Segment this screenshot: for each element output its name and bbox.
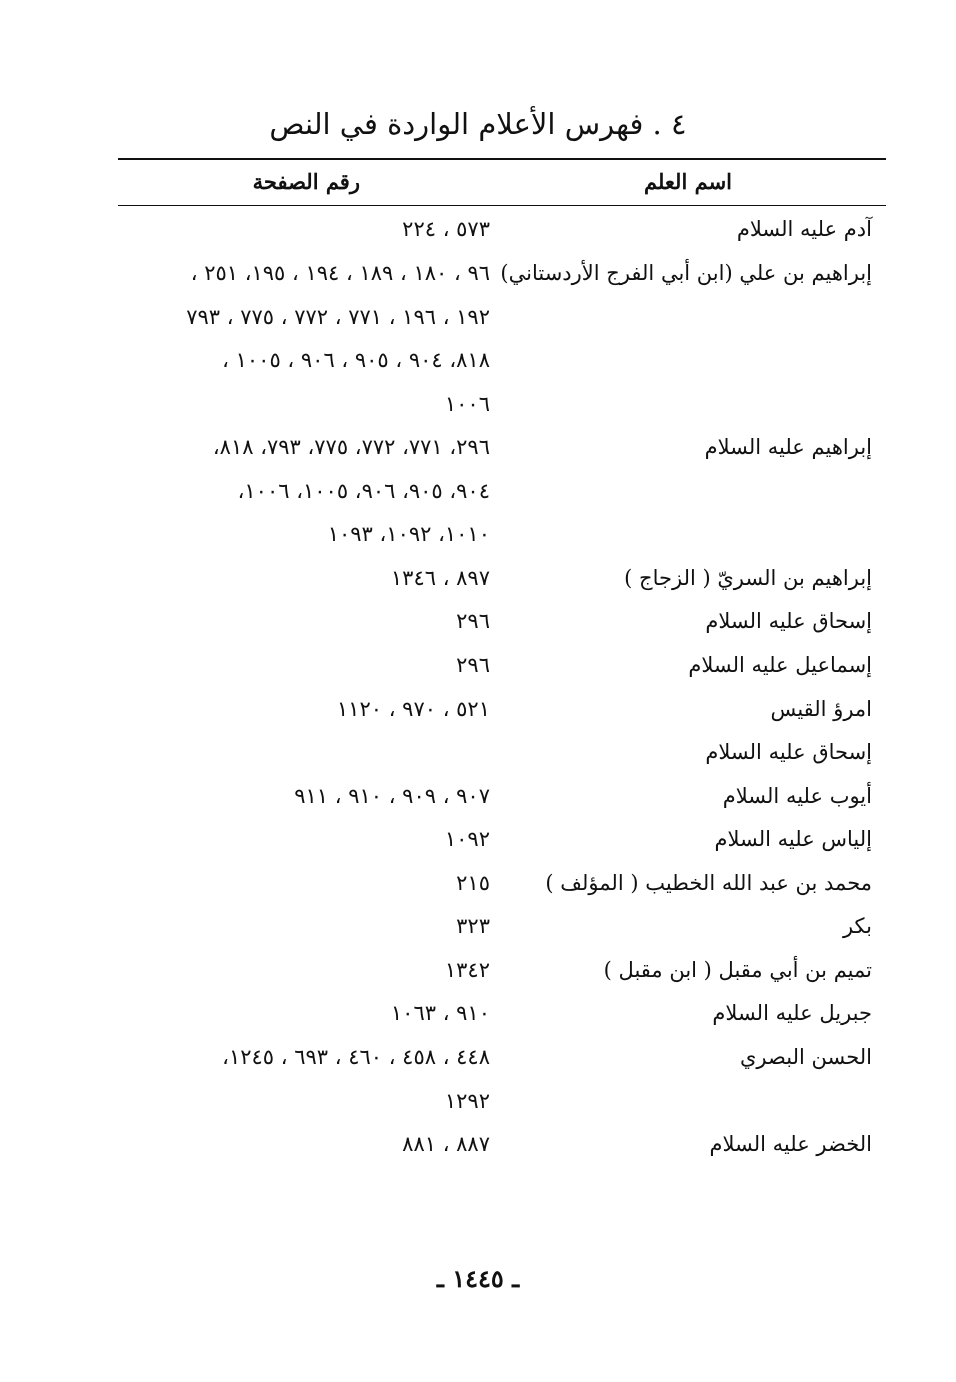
page-title: ٤ . فهرس الأعلام الواردة في النص: [269, 107, 687, 141]
entry-pages: ١٠٩٢: [444, 827, 490, 851]
entry-pages: ٩٦ ، ١٨٠ ، ١٨٩ ، ١٩٤ ، ١٩٥، ٢٥١ ،: [190, 261, 490, 285]
entry-pages: ٨٩٧ ، ١٣٤٦: [390, 566, 490, 590]
entry-name: الحسن البصري: [740, 1045, 872, 1069]
entry-pages: ٥٢١ ، ٩٧٠ ، ١١٢٠: [336, 697, 490, 721]
entry-name: جبريل عليه السلام: [712, 1001, 872, 1025]
entry-pages: ٨٨٧ ، ٨٨١: [402, 1132, 490, 1156]
entry-pages: ١٢٩٢: [444, 1089, 490, 1113]
header-bottom-rule: [118, 205, 886, 206]
entry-pages: ١٠١٠، ١٠٩٢، ١٠٩٣: [327, 522, 490, 546]
entry-pages: ٢٩٦: [456, 653, 490, 677]
entry-pages: ٣٢٣: [456, 914, 490, 938]
entry-name: إبراهيم عليه السلام: [704, 435, 872, 459]
entry-pages: ١٠٠٦: [444, 392, 490, 416]
entry-pages: ٤٤٨ ، ٤٥٨ ، ٤٦٠ ، ٦٩٣ ، ١٢٤٥،: [222, 1045, 490, 1069]
entry-name: إسحاق عليه السلام: [705, 609, 872, 633]
entry-name: امرؤ القيس: [770, 697, 872, 721]
header-top-rule: [118, 158, 886, 160]
entry-pages: ٢٩٦، ٧٧١، ٧٧٢، ٧٧٥، ٧٩٣، ٨١٨،: [212, 435, 490, 459]
entry-pages: ٨١٨، ٩٠٤ ، ٩٠٥ ، ٩٠٦ ، ١٠٠٥ ،: [222, 348, 490, 372]
entry-pages: ١٣٤٢: [444, 958, 490, 982]
entry-name: تميم بن أبي مقبل ( ابن مقبل ): [603, 958, 872, 982]
entry-name: إبراهيم بن علي (ابن أبي الفرج الأردستاني): [500, 261, 872, 285]
entry-name: آدم عليه السلام: [736, 217, 872, 241]
entry-pages: ٥٧٣ ، ٢٢٤: [402, 217, 490, 241]
entry-name: أيوب عليه السلام: [722, 784, 872, 808]
page-number: ـ ١٤٤٥ ـ: [436, 1264, 520, 1293]
entry-name: إبراهيم بن السريّ ( الزجاج ): [624, 566, 872, 590]
entry-name: الخضر عليه السلام: [709, 1132, 872, 1156]
entry-pages: ٩٠٧ ، ٩٠٩ ، ٩١٠ ، ٩١١: [294, 784, 490, 808]
column-header-name: اسم العلم: [643, 169, 732, 194]
entry-name: إلياس عليه السلام: [714, 827, 872, 851]
entry-pages: ٩١٠ ، ١٠٦٣: [390, 1001, 490, 1025]
entry-pages: ١٩٢ ، ١٩٦ ، ٧٧١ ، ٧٧٢ ، ٧٧٥ ، ٧٩٣: [186, 305, 490, 329]
entry-name: إسحاق عليه السلام: [705, 740, 872, 764]
entry-pages: ٢١٥: [456, 871, 490, 895]
entry-name: بكر: [842, 914, 872, 938]
entry-name: إسماعيل عليه السلام: [688, 653, 872, 677]
entry-pages: ٩٠٤، ٩٠٥، ٩٠٦، ١٠٠٥، ١٠٠٦،: [237, 479, 490, 503]
entry-name: محمد بن عبد الله الخطيب ( المؤلف ): [545, 871, 872, 895]
entry-pages: ٢٩٦: [456, 609, 490, 633]
column-header-pages: رقم الصفحة: [252, 169, 360, 194]
